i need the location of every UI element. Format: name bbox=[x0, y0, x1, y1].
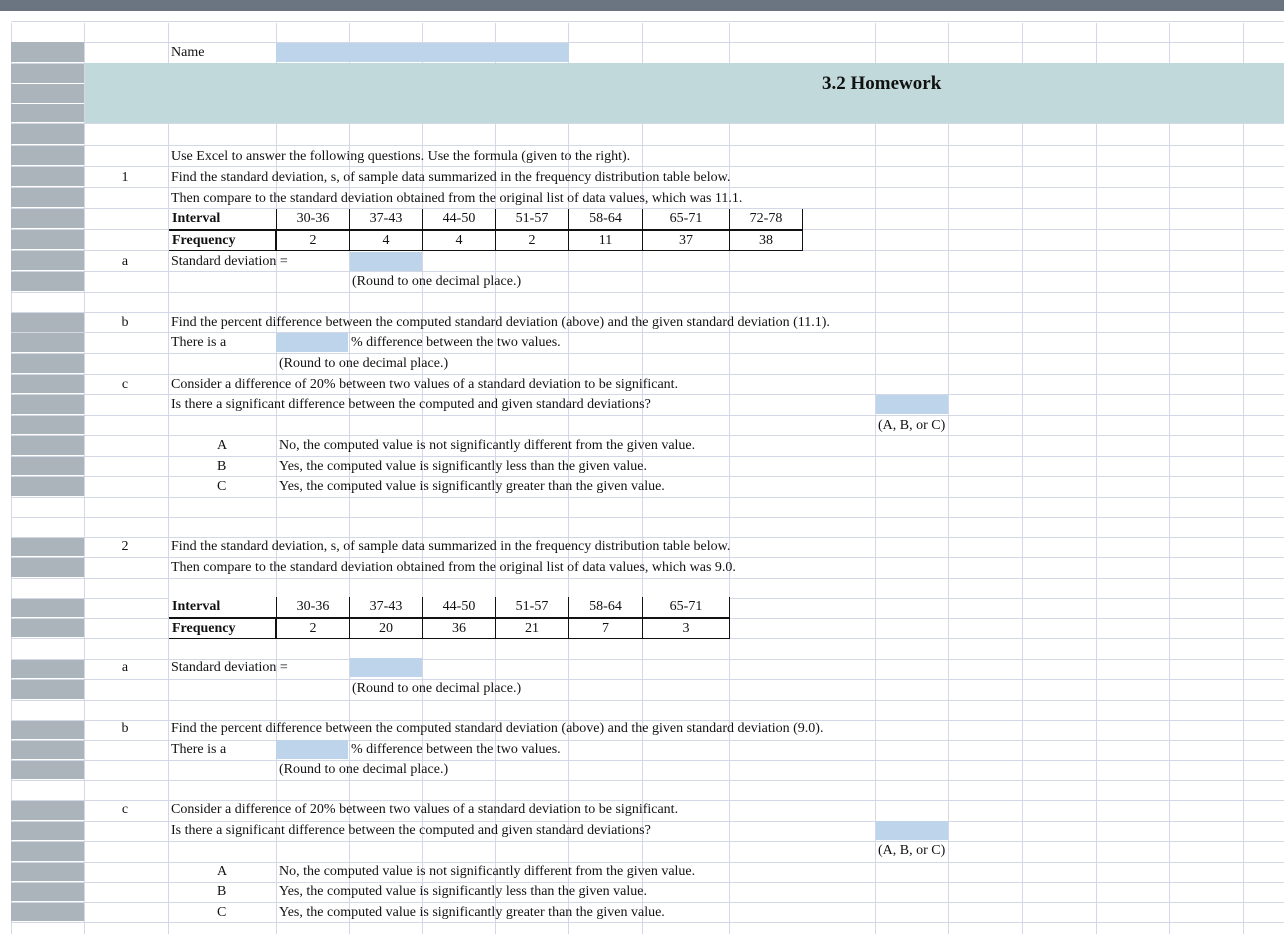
row-header[interactable] bbox=[11, 313, 84, 332]
q2-interval-cell: 65-71 bbox=[642, 597, 730, 618]
q2-number: 2 bbox=[121, 539, 129, 554]
q1-frequency-cell: 11 bbox=[568, 230, 643, 251]
row-header[interactable] bbox=[11, 272, 84, 291]
row-header[interactable] bbox=[11, 416, 84, 434]
q2-frequency-cell: 3 bbox=[642, 618, 730, 639]
q2-interval-cell: 51-57 bbox=[495, 597, 569, 618]
q2-interval-cell: 37-43 bbox=[349, 597, 423, 618]
row-header[interactable] bbox=[11, 42, 84, 62]
q2-interval-label: Interval bbox=[169, 597, 276, 618]
q1b-pct-text: % difference between the two values. bbox=[351, 335, 561, 350]
q2c-option-c-text: Yes, the computed value is significantly greater than the given value. bbox=[279, 905, 665, 920]
q1a-letter: a bbox=[121, 254, 129, 269]
q2c-option-b-key: B bbox=[217, 884, 227, 899]
q1c-option-b-key: B bbox=[217, 459, 227, 474]
grid-row-line bbox=[11, 21, 1284, 22]
row-header[interactable] bbox=[11, 64, 84, 83]
q2a-std-dev-input[interactable] bbox=[350, 658, 422, 677]
grid-col-line bbox=[84, 23, 85, 934]
q1-line2: Then compare to the standard deviation obtained from the original list of data values, which was 11.1. bbox=[171, 191, 743, 206]
grid-row-line bbox=[11, 517, 1284, 518]
q1a-round-note: (Round to one decimal place.) bbox=[352, 274, 522, 289]
q2-interval-cell: 44-50 bbox=[422, 597, 496, 618]
q1c-choice-hint: (A, B, or C) bbox=[878, 418, 946, 433]
q2a-round-note: (Round to one decimal place.) bbox=[352, 681, 522, 696]
q1-frequency-label: Frequency bbox=[169, 230, 276, 251]
grid-row-line bbox=[11, 679, 1284, 680]
grid-row-line bbox=[11, 415, 1284, 416]
row-header[interactable] bbox=[11, 333, 84, 352]
q2b-round-note: (Round to one decimal place.) bbox=[279, 762, 449, 777]
row-header[interactable] bbox=[11, 477, 84, 496]
grid-row-line bbox=[11, 353, 1284, 354]
row-header[interactable] bbox=[11, 761, 84, 779]
row-header[interactable] bbox=[11, 903, 84, 921]
row-header[interactable] bbox=[11, 124, 84, 144]
q2-interval-cell: 58-64 bbox=[568, 597, 643, 618]
q1-frequency-cell: 2 bbox=[495, 230, 569, 251]
grid-row-line bbox=[11, 841, 1284, 842]
grid-col-line bbox=[1169, 23, 1170, 934]
row-header[interactable] bbox=[11, 209, 84, 228]
q2-frequency-cell: 20 bbox=[349, 618, 423, 639]
q1b-percent-input[interactable] bbox=[276, 333, 348, 352]
row-header[interactable] bbox=[11, 167, 84, 186]
q2c-option-b-text: Yes, the computed value is significantly less than the given value. bbox=[279, 884, 647, 899]
q1-number: 1 bbox=[121, 170, 129, 185]
q1c-option-c-key: C bbox=[217, 479, 227, 494]
row-header[interactable] bbox=[11, 801, 84, 820]
grid-row-line bbox=[11, 497, 1284, 498]
q2-frequency-label: Frequency bbox=[169, 618, 276, 639]
q2a-label: Standard deviation = bbox=[171, 660, 288, 675]
q2c-choice-input[interactable] bbox=[876, 821, 948, 840]
q1-interval-cell: 58-64 bbox=[568, 209, 643, 230]
grid-row-line bbox=[11, 760, 1284, 761]
row-header[interactable] bbox=[11, 251, 84, 270]
grid-col-line bbox=[168, 23, 169, 934]
q1c-letter: c bbox=[121, 377, 129, 392]
q1b-there-is: There is a bbox=[171, 335, 227, 350]
row-header[interactable] bbox=[11, 395, 84, 414]
grid-row-line bbox=[11, 123, 1284, 124]
q2b-there-is: There is a bbox=[171, 742, 227, 757]
q2-frequency-cell: 36 bbox=[422, 618, 496, 639]
q1-interval-cell: 44-50 bbox=[422, 209, 496, 230]
q1-line1: Find the standard deviation, s, of sample data summarized in the frequency distribution table below. bbox=[171, 170, 731, 185]
q1c-choice-input[interactable] bbox=[876, 395, 948, 414]
grid-col-line bbox=[948, 23, 949, 934]
window-top-bar bbox=[0, 0, 1284, 11]
q2c-line2: Is there a significant difference between the computed and given standard deviations? bbox=[171, 823, 651, 838]
q2-frequency-cell: 7 bbox=[568, 618, 643, 639]
page-title: 3.2 Homework bbox=[822, 73, 942, 94]
row-header[interactable] bbox=[11, 619, 84, 637]
grid-row-line bbox=[11, 700, 1284, 701]
row-header[interactable] bbox=[11, 436, 84, 455]
q2c-choice-hint: (A, B, or C) bbox=[878, 843, 946, 858]
q1-frequency-cell: 2 bbox=[276, 230, 350, 251]
q2-frequency-cell: 2 bbox=[276, 618, 350, 639]
grid-row-line bbox=[11, 145, 1284, 146]
q2c-letter: c bbox=[121, 802, 129, 817]
q1b-text: Find the percent difference between the computed standard deviation (above) and the given standard deviation (11.1). bbox=[171, 315, 830, 330]
q2a-letter: a bbox=[121, 660, 129, 675]
grid-row-line bbox=[11, 292, 1284, 293]
grid-row-line bbox=[11, 456, 1284, 457]
q1b-letter: b bbox=[121, 315, 129, 330]
q2c-option-c-key: C bbox=[217, 905, 227, 920]
row-header[interactable] bbox=[11, 863, 84, 881]
q2b-letter: b bbox=[121, 721, 129, 736]
q2-line2: Then compare to the standard deviation obtained from the original list of data values, which was 9.0. bbox=[171, 560, 736, 575]
grid-col-line bbox=[1243, 23, 1244, 934]
row-header[interactable] bbox=[11, 741, 84, 759]
q1-intro: Use Excel to answer the following questions. Use the formula (given to the right). bbox=[171, 149, 631, 164]
row-header[interactable] bbox=[11, 354, 84, 373]
q1c-option-c-text: Yes, the computed value is significantly greater than the given value. bbox=[279, 479, 665, 494]
row-header[interactable] bbox=[11, 680, 84, 699]
q1-interval-cell: 72-78 bbox=[729, 209, 803, 230]
q1b-round-note: (Round to one decimal place.) bbox=[279, 356, 449, 371]
q1-frequency-cell: 4 bbox=[349, 230, 423, 251]
q1c-option-a-key: A bbox=[217, 438, 228, 453]
q1c-line2: Is there a significant difference between the computed and given standard deviations? bbox=[171, 397, 651, 412]
row-header[interactable] bbox=[11, 188, 84, 207]
row-header[interactable] bbox=[11, 822, 84, 840]
grid-col-line bbox=[729, 23, 730, 934]
row-header[interactable] bbox=[11, 84, 84, 103]
q2-line1: Find the standard deviation, s, of sample data summarized in the frequency distribution table below. bbox=[171, 539, 731, 554]
row-header[interactable] bbox=[11, 721, 84, 739]
q1-frequency-cell: 38 bbox=[729, 230, 803, 251]
row-header[interactable] bbox=[11, 842, 84, 861]
row-header[interactable] bbox=[11, 558, 84, 577]
q2c-option-a-key: A bbox=[217, 864, 228, 879]
row-header[interactable] bbox=[11, 599, 84, 617]
q2b-pct-text: % difference between the two values. bbox=[351, 742, 561, 757]
q2c-line1: Consider a difference of 20% between two values of a standard deviation to be significant. bbox=[171, 802, 679, 817]
grid-col-line bbox=[1022, 23, 1023, 934]
grid-row-line bbox=[11, 882, 1284, 883]
row-header[interactable] bbox=[11, 146, 84, 165]
grid-col-line bbox=[875, 23, 876, 934]
row-header[interactable] bbox=[11, 230, 84, 249]
row-header[interactable] bbox=[11, 538, 84, 556]
q2-interval-cell: 30-36 bbox=[276, 597, 350, 618]
q1-interval-cell: 37-43 bbox=[349, 209, 423, 230]
row-header[interactable] bbox=[11, 104, 84, 122]
row-header[interactable] bbox=[11, 883, 84, 901]
grid-col-line bbox=[1096, 23, 1097, 934]
name-input[interactable] bbox=[276, 43, 569, 62]
q1-frequency-cell: 4 bbox=[422, 230, 496, 251]
q2c-option-a-text: No, the computed value is not significantly different from the given value. bbox=[279, 864, 696, 879]
row-header[interactable] bbox=[11, 660, 84, 678]
name-label: Name bbox=[171, 45, 205, 60]
q2b-text: Find the percent difference between the computed standard deviation (above) and the given standard deviation (9.0). bbox=[171, 721, 824, 736]
q1c-option-a-text: No, the computed value is not significantly different from the given value. bbox=[279, 438, 696, 453]
q2-frequency-cell: 21 bbox=[495, 618, 569, 639]
q1-frequency-cell: 37 bbox=[642, 230, 730, 251]
row-header[interactable] bbox=[11, 457, 84, 475]
grid-row-line bbox=[11, 578, 1284, 579]
q1-interval-cell: 65-71 bbox=[642, 209, 730, 230]
q1a-label: Standard deviation = bbox=[171, 254, 288, 269]
q1c-option-b-text: Yes, the computed value is significantly less than the given value. bbox=[279, 459, 647, 474]
row-header[interactable] bbox=[11, 375, 84, 393]
grid-row-line bbox=[11, 780, 1284, 781]
q1-interval-cell: 30-36 bbox=[276, 209, 350, 230]
q1c-line1: Consider a difference of 20% between two values of a standard deviation to be significant. bbox=[171, 377, 679, 392]
title-banner bbox=[85, 63, 1284, 123]
q2b-percent-input[interactable] bbox=[276, 740, 348, 759]
q1-interval-label: Interval bbox=[169, 209, 276, 230]
q1-interval-cell: 51-57 bbox=[495, 209, 569, 230]
q1a-std-dev-input[interactable] bbox=[350, 252, 422, 271]
